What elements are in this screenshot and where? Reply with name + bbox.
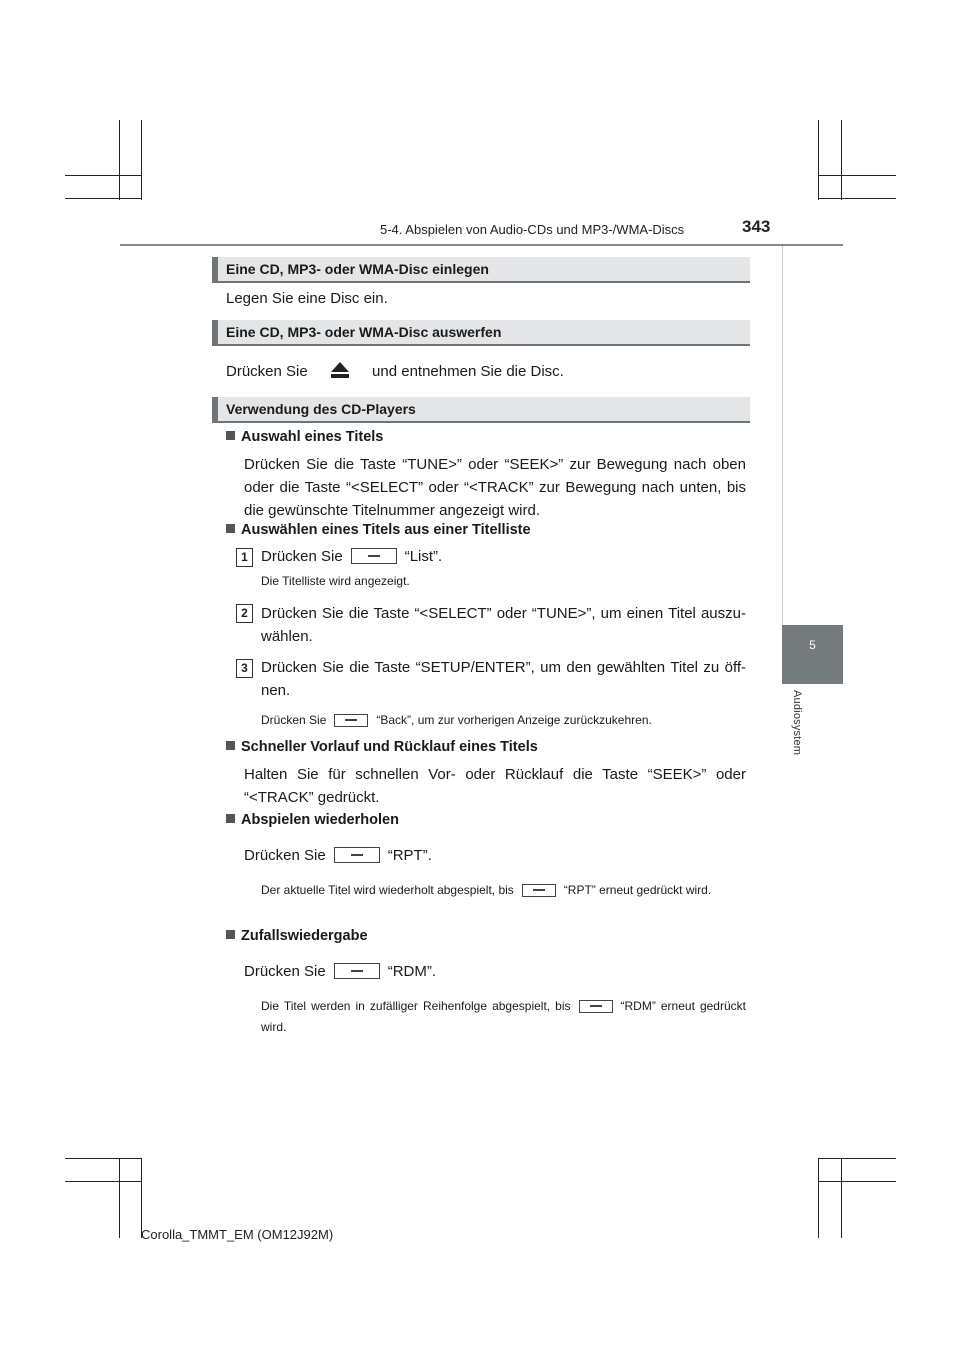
crop-mark [818,1181,896,1182]
crop-mark [119,1158,120,1238]
back-after: “Back”, um zur vorherigen Anzeige zurückzukehren. [376,713,652,727]
crop-mark [818,175,896,176]
crop-mark [65,1158,141,1159]
screen-button-icon [522,884,556,897]
random-before: Drücken Sie [244,963,326,980]
chapter-number: 5 [809,638,816,652]
repeat-text [244,845,432,867]
back-before: Drücken Sie [261,713,327,727]
eject-text-before: Drücken Sie [226,363,308,380]
step-number-2: 2 [236,604,253,623]
chapter-tab [782,625,843,684]
crop-mark [65,175,141,176]
select-track-title: Auswahl eines Titels [241,429,384,445]
section-title-insert: Eine CD, MP3- oder WMA-Disc einlegen [212,257,750,283]
repeat-note [261,880,746,901]
bullet-square-icon [226,930,235,939]
running-head: 5-4. Abspielen von Audio-CDs und MP3-/WMA-Discs [380,222,685,237]
random-text [244,961,436,983]
repeat-before: Drücken Sie [244,847,326,864]
screen-button-icon [351,548,397,564]
fast-text: Halten Sie für schnellen Vor- oder Rücklauf die Taste “SEEK>” oder “<TRACK” gedrückt. [244,766,746,806]
screen-button-icon [334,847,380,863]
insert-text: Legen Sie eine Disc ein. [226,290,388,307]
crop-mark [818,1158,896,1159]
step1-before: Drücken Sie [261,548,343,565]
crop-mark [65,198,141,199]
section-title-usage: Verwendung des CD-Players [212,397,750,423]
repeat-after: “RPT”. [387,847,432,864]
crop-mark [818,120,819,200]
section-title-eject: Eine CD, MP3- oder WMA-Disc auswerfen [212,320,750,346]
eject-icon [330,361,350,379]
step3-text: Drücken Sie die Taste “SETUP/ENTER”, um den gewählten Titel zu öff-nen. [261,659,746,699]
bullet-select-track [226,429,383,445]
bullet-from-list [226,522,531,538]
step-number-1: 1 [236,548,253,567]
screen-button-icon [579,1000,613,1013]
step-number-3: 3 [236,659,253,678]
step1-after: “List”. [404,548,443,565]
random-note-before: Die Titel werden in zufälliger Reihenfolge abgespielt, bis [261,999,571,1013]
bullet-square-icon [226,524,235,533]
crop-mark [841,120,842,200]
screen-button-icon [334,963,380,979]
crop-mark [818,198,896,199]
screen-button-icon [334,714,368,727]
eject-text [226,361,564,383]
random-note-after: “RDM” erneut gedrückt wird. [261,999,746,1034]
footer-text: Corolla_TMMT_EM (OM12J92M) [141,1227,334,1242]
select-track-text: Drücken Sie die Taste “TUNE>” oder “SEEK>” zur Bewegung nach oben oder die Taste “<SELECT” oder “<TRACK” zur Bewegung nach unten, bis die gewünschte Titelnummer angezeigt wird. [244,456,746,519]
bullet-square-icon [226,431,235,440]
from-list-title: Auswählen eines Titels aus einer Titelliste [241,522,531,538]
random-after: “RDM”. [387,963,437,980]
step2-text: Drücken Sie die Taste “<SELECT” oder “TUNE>”, um einen Titel auszu-wählen. [261,605,746,645]
crop-mark [141,120,142,200]
back-note [261,710,652,731]
crop-mark [818,1158,819,1238]
side-rule [782,246,783,626]
random-note [261,996,746,1038]
crop-mark [141,1158,142,1238]
step1-text [261,546,442,568]
repeat-title: Abspielen wiederholen [241,812,399,828]
crop-mark [65,1181,141,1182]
header-rule [120,244,843,246]
page-number: 343 [742,217,771,236]
repeat-note-before: Der aktuelle Titel wird wiederholt abgespielt, bis [261,883,514,897]
random-title: Zufallswiedergabe [241,928,368,944]
fast-title: Schneller Vorlauf und Rücklauf eines Titels [241,739,538,755]
bullet-random [226,928,368,944]
bullet-square-icon [226,814,235,823]
crop-mark [841,1158,842,1238]
repeat-note-after: “RPT” erneut gedrückt wird. [563,883,712,897]
eject-text-after: und entnehmen Sie die Disc. [372,363,564,380]
step1-note: Die Titelliste wird angezeigt. [261,574,410,588]
bullet-fast [226,739,538,755]
bullet-square-icon [226,741,235,750]
bullet-repeat [226,812,399,828]
crop-mark [119,120,120,200]
chapter-label: Audiosystem [791,690,803,756]
